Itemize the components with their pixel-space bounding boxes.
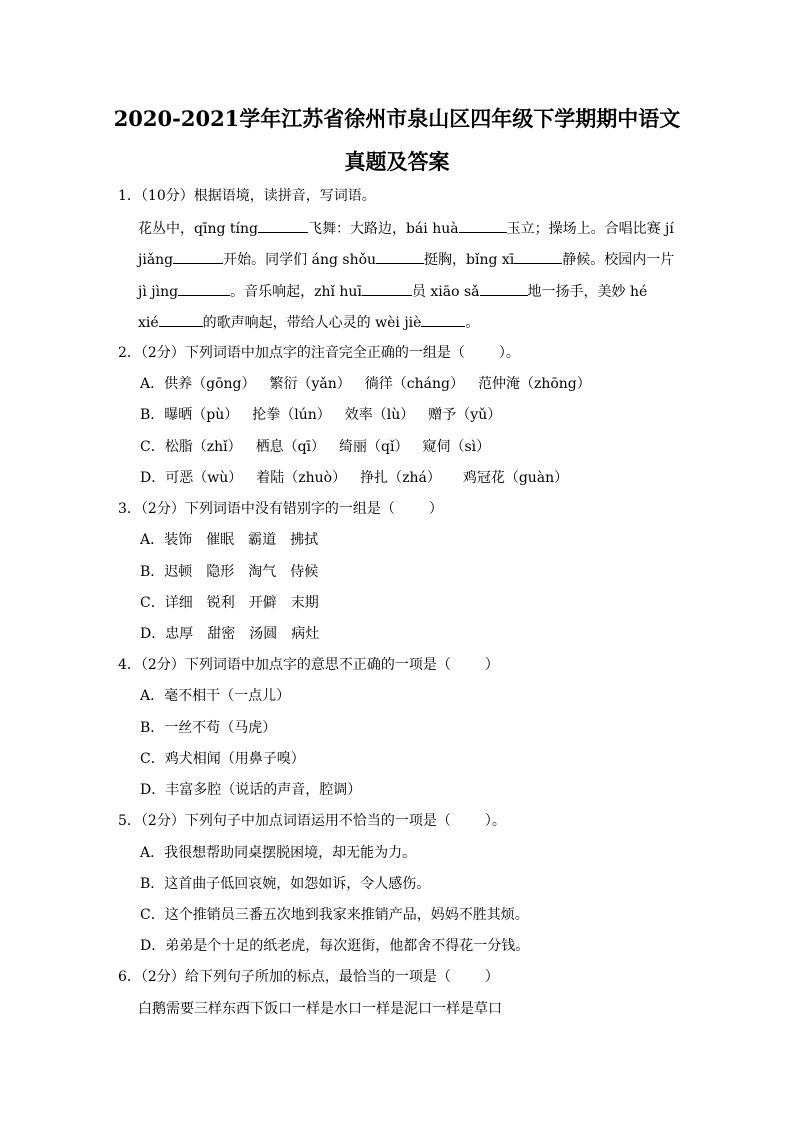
question-4-option-a: A．毫不相干（一点儿） (140, 688, 291, 704)
document-title-line-1: 2020-2021学年江苏省徐州市泉山区四年级下学期期中语文 (113, 106, 681, 131)
question-2-option-a: A．供养（gōng） 繁衍（yǎn） 徜徉（cháng） 范仲淹（zhōng） (140, 376, 591, 392)
question-2-heading: 2．（2分）下列词语中加点字的注音完全正确的一组是（ ）。 (118, 345, 520, 361)
document-title-line-2: 真题及答案 (344, 149, 450, 174)
question-1-heading: 1．（10分）根据语境，读拼音，写词语。 (118, 188, 376, 204)
question-2-option-b: B．曝晒（pù） 抡拳（lún） 效率（lù） 赠予（yǔ） (140, 407, 502, 423)
question-1-line-4: xié 的歌声响起，带给人心灵的 wèi jiè 。 (138, 312, 479, 333)
question-1-line-2: jiǎng 开始。同学们 áng shǒu 挺胸，bǐng xī 静候。校园内一片 (138, 249, 674, 270)
question-3-option-b: B．迟顿 隐形 淘气 侍候 (140, 564, 319, 580)
question-6-heading: 6．（2分）给下列句子所加的标点，最恰当的一项是（ ） (118, 969, 499, 985)
question-5-option-c: C．这个推销员三番五次地到我家来推销产品，妈妈不胜其烦。 (140, 907, 529, 923)
question-4-heading: 4．（2分）下列词语中加点字的意思不正确的一项是（ ） (118, 657, 499, 673)
question-3-option-c: C．详细 锐利 开僻 末期 (140, 595, 319, 611)
question-5-option-a: A．我很想帮助同桌摆脱困境，却无能为力。 (140, 845, 417, 861)
question-5-heading: 5．（2分）下列句子中加点词语运用不恰当的一项是（ ）。 (118, 813, 506, 829)
answer-blank[interactable] (480, 281, 528, 296)
question-2-option-c: C．松脂（zhǐ） 栖息（qī） 绮丽（qǐ） 窥伺（sì） (140, 439, 491, 455)
answer-blank[interactable] (178, 281, 230, 296)
answer-blank[interactable] (258, 218, 308, 233)
question-5-option-d: D．弟弟是个十足的纸老虎，每次逛街，他都舍不得花一分钱。 (140, 938, 530, 954)
question-5-option-b: B．这首曲子低回哀婉，如怨如诉，令人感伤。 (140, 876, 431, 892)
answer-blank[interactable] (159, 312, 203, 327)
answer-blank[interactable] (376, 249, 424, 264)
question-4-option-d: D．丰富多腔（说话的声音，腔调） (140, 782, 362, 798)
question-6-sentence: 白鹅需要三样东西下饭口一样是水口一样是泥口一样是草口 (138, 1001, 502, 1017)
question-3-option-d: D．忠厚 甜密 汤圆 病灶 (140, 626, 320, 642)
question-1-line-3: jì jìng 。音乐响起，zhǐ huī 员 xiāo sǎ 地一扬手，美妙 hé (138, 281, 647, 302)
question-4-option-c: C．鸡犬相闻（用鼻子嗅） (140, 751, 305, 767)
answer-blank[interactable] (362, 281, 412, 296)
question-2-option-d: D．可恶（wù） 着陆（zhuò） 挣扎（zhá） 鸡冠花（guàn） (140, 470, 569, 486)
question-4-option-b: B．一丝不苟（马虎） (140, 720, 277, 736)
question-3-heading: 3．（2分）下列词语中没有错别字的一组是（ ） (118, 501, 443, 517)
answer-blank[interactable] (459, 218, 507, 233)
question-1-line-1: 花丛中，qīng tíng 飞舞：大路边，bái huà 玉立；操场上。合唱比赛 jí (138, 218, 674, 239)
answer-blank[interactable] (514, 249, 562, 264)
question-3-option-a: A．装饰 催眠 霸道 拂拭 (140, 532, 319, 548)
answer-blank[interactable] (173, 249, 223, 264)
answer-blank[interactable] (421, 312, 465, 327)
